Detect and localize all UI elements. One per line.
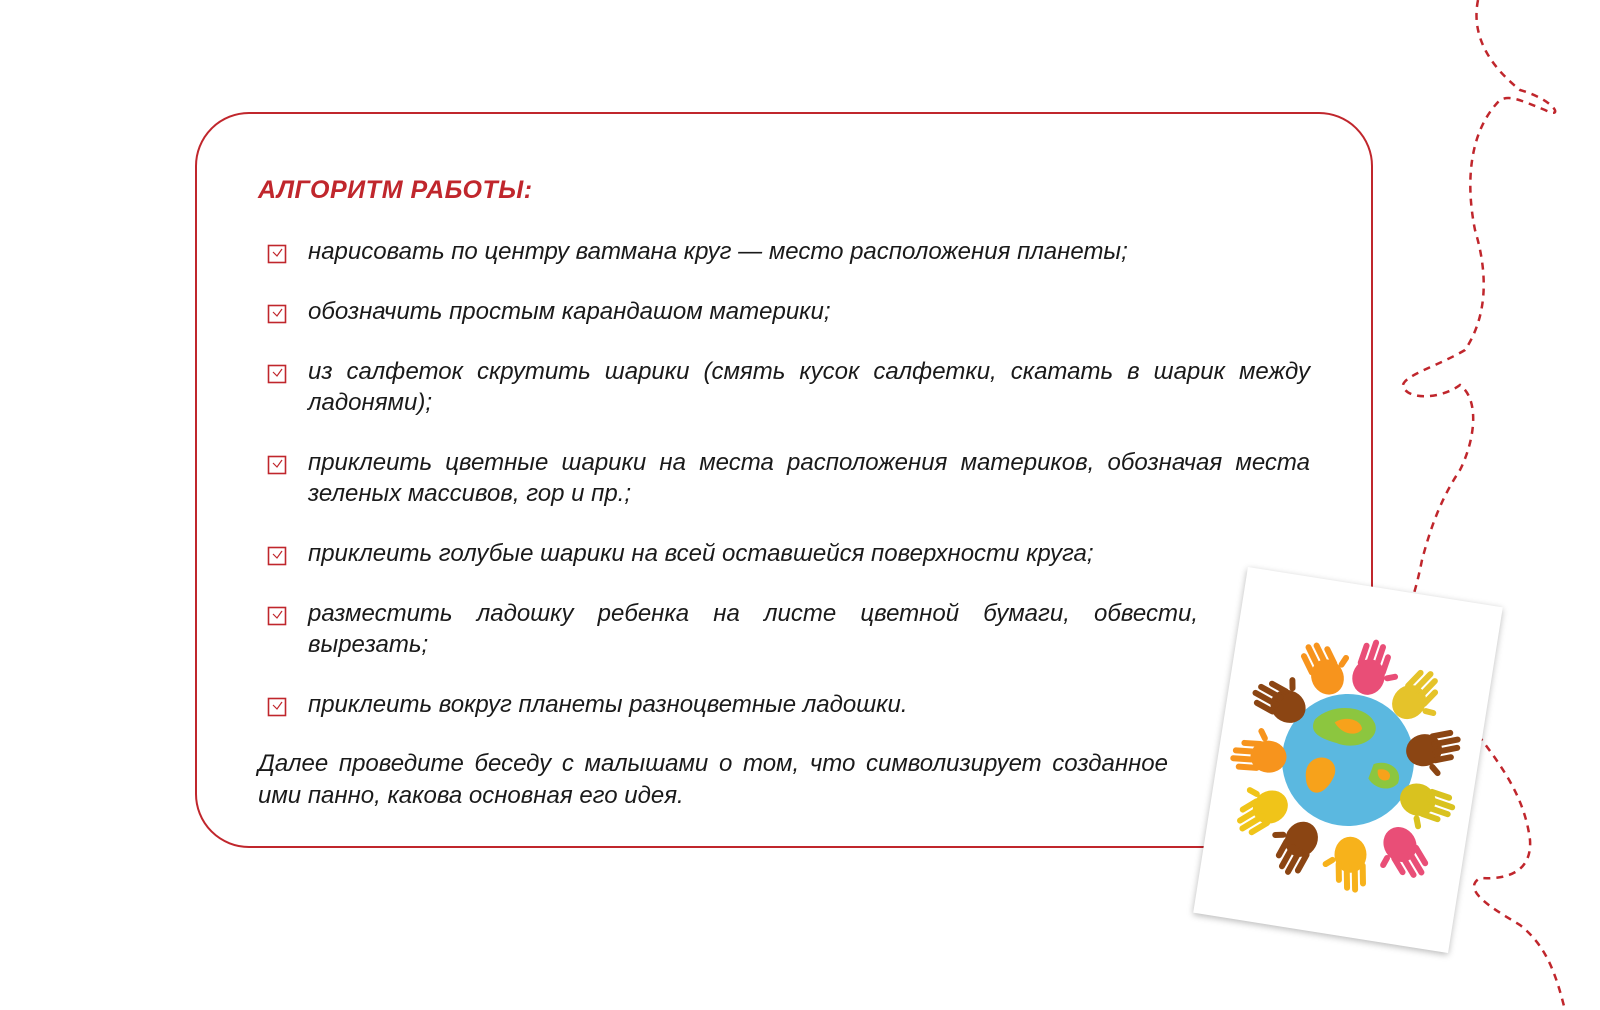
step-text: из салфеток скрутить шарики (смять кусок салфетки, скатать в шарик между ладонями); [308, 358, 1310, 416]
step-text: приклеить цветные шарики на места расположения материков, обозначая места зеленых массивов, гор и пр.; [308, 449, 1310, 507]
checkbox-icon [267, 364, 287, 384]
step-text: нарисовать по центру ватмана круг — место расположения планеты; [308, 238, 1128, 265]
list-item [265, 598, 1198, 660]
checkbox-icon [267, 244, 287, 264]
step-text: приклеить голубые шарики на всей оставшейся поверхности круга; [308, 540, 1094, 567]
steps-list [265, 236, 1310, 749]
closing-paragraph: Далее проведите беседу с малышами о том, что символизирует созданное ими панно, какова основная его идея. [258, 750, 1168, 809]
checkbox-icon [267, 304, 287, 324]
illustration-card [1193, 567, 1503, 953]
section-heading: АЛГОРИТМ РАБОТЫ: [258, 176, 533, 204]
checkbox-icon [267, 455, 287, 475]
list-item [265, 538, 1310, 569]
step-text: разместить ладошку ребенка на листе цветной бумаги, обвести, вырезать; [308, 600, 1198, 658]
planet-with-handprints-illustration [1193, 567, 1503, 953]
checkbox-icon [267, 606, 287, 626]
step-text: приклеить вокруг планеты разноцветные ладошки. [308, 691, 908, 718]
checkbox-icon [267, 546, 287, 566]
list-item [265, 447, 1310, 509]
list-item [265, 236, 1310, 267]
list-item [265, 296, 1310, 327]
list-item [265, 689, 1310, 720]
checkbox-icon [267, 697, 287, 717]
list-item [265, 356, 1310, 418]
step-text: обозначить простым карандашом материки; [308, 298, 831, 325]
